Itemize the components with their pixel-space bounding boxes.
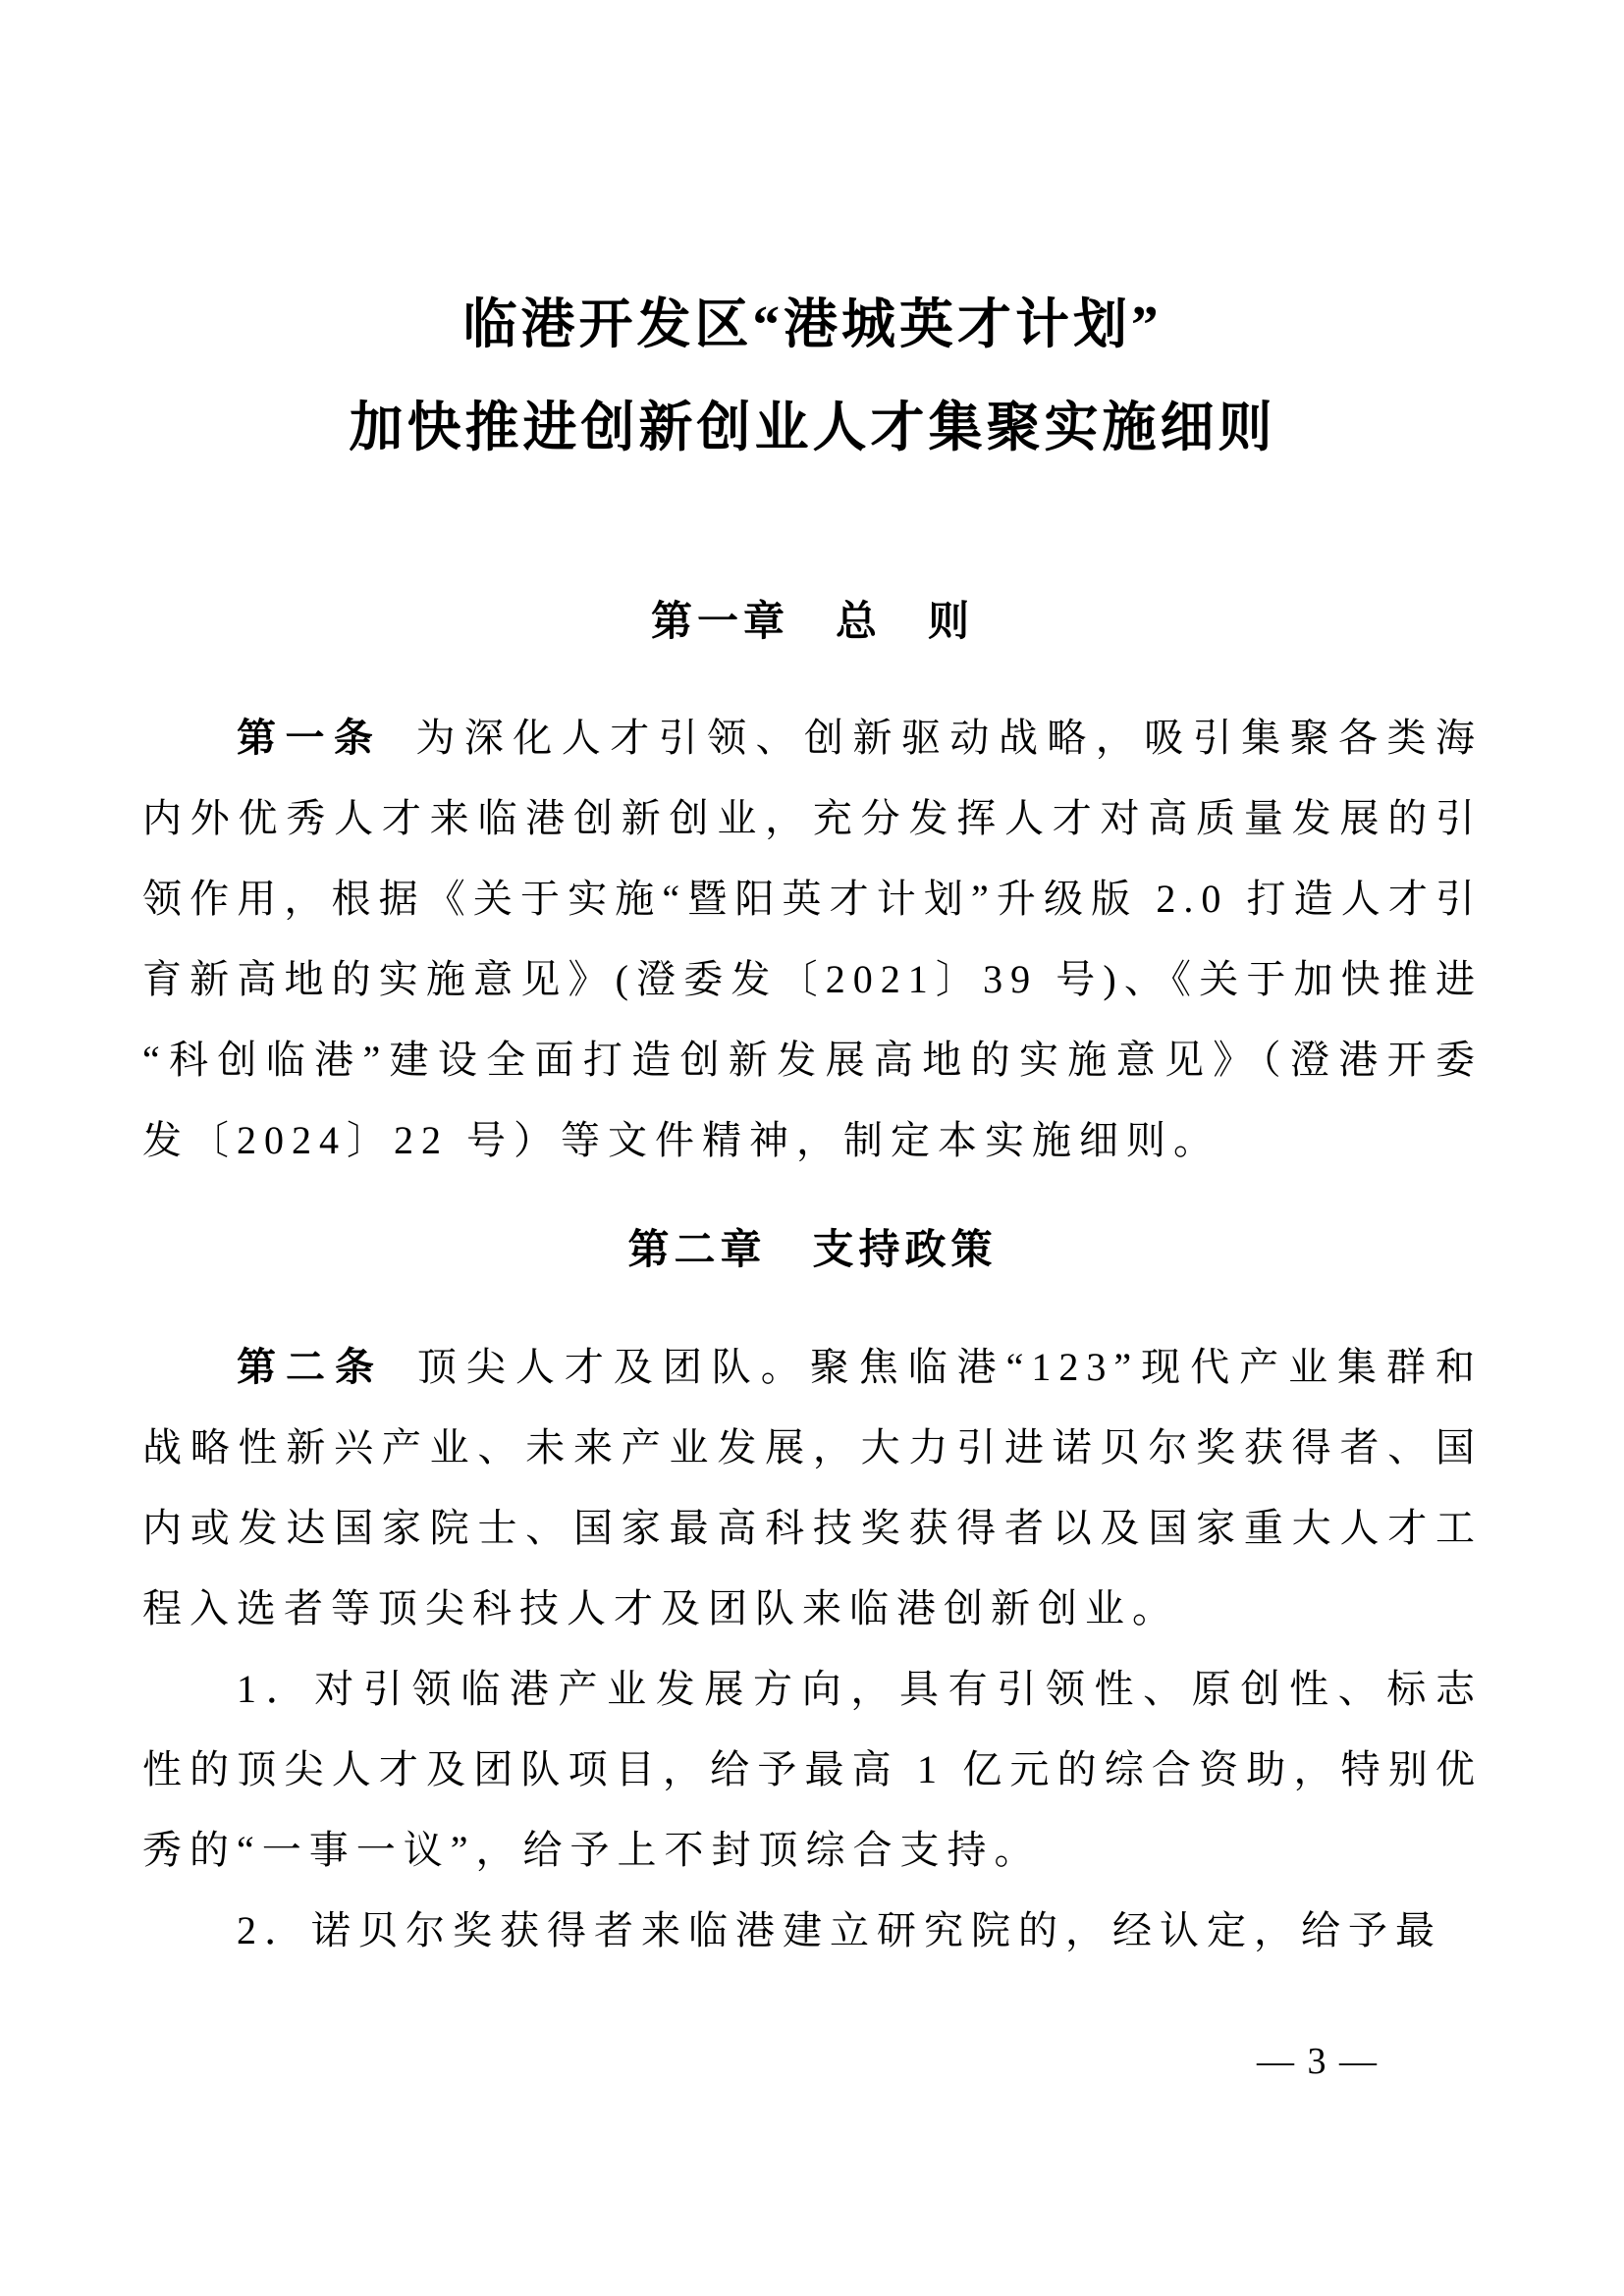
article-2-item-2 (142, 1891, 1483, 1971)
article-2-paragraph (142, 1327, 1483, 1649)
article-1-paragraph (142, 698, 1483, 1181)
document-title (142, 273, 1483, 479)
article-2-text: 顶尖人才及团队。聚焦临港“123”现代产业集群和战略性新兴产业、未来产业发展，大力引进诺贝尔奖获得者、国内或发达国家院士、国家最高科技奖获得者以及国家重大人才工程入选者等顶尖科技人才及团队来临港创新创业。 (142, 1345, 1483, 1630)
page-number: — 3 — (1257, 2041, 1379, 2082)
article-2-item-1 (142, 1649, 1483, 1891)
chapter-1-heading: 第一章 总 则 (650, 598, 974, 644)
article-2-item-2-text: 2．诺贝尔奖获得者来临港建立研究院的，经认定，给予最 (237, 1908, 1442, 1952)
chapter-2-heading: 第二章 支持政策 (627, 1226, 998, 1272)
article-1-label: 第一条 (237, 717, 383, 760)
document-title-line-2: 加快推进创新创业人才集聚实施细则 (349, 398, 1276, 457)
article-2-label: 第二条 (237, 1346, 384, 1389)
document-title-line-1: 临港开发区“港城英才计划” (462, 294, 1163, 354)
article-1-text: 为深化人才引领、创新驱动战略，吸引集聚各类海内外优秀人才来临港创新创业，充分发挥人才对高质量发展的引领作用，根据《关于实施“暨阳英才计划”升级版 2.0 打造人才引育新高地的实施意见》(澄委发〔2021〕39 号)、《关于加快推进“科创临港”建设全面打造创新发展高地的实施意见》（澄港开委发〔2024〕22 号）等文件精神，制定本实施细则。 (142, 716, 1483, 1162)
article-2-item-1-text: 1．对引领临港产业发展方向，具有引领性、原创性、标志性的顶尖人才及团队项目，给予最高 1 亿元的综合资助，特别优秀的“一事一议”，给予上不封顶综合支持。 (142, 1667, 1483, 1872)
